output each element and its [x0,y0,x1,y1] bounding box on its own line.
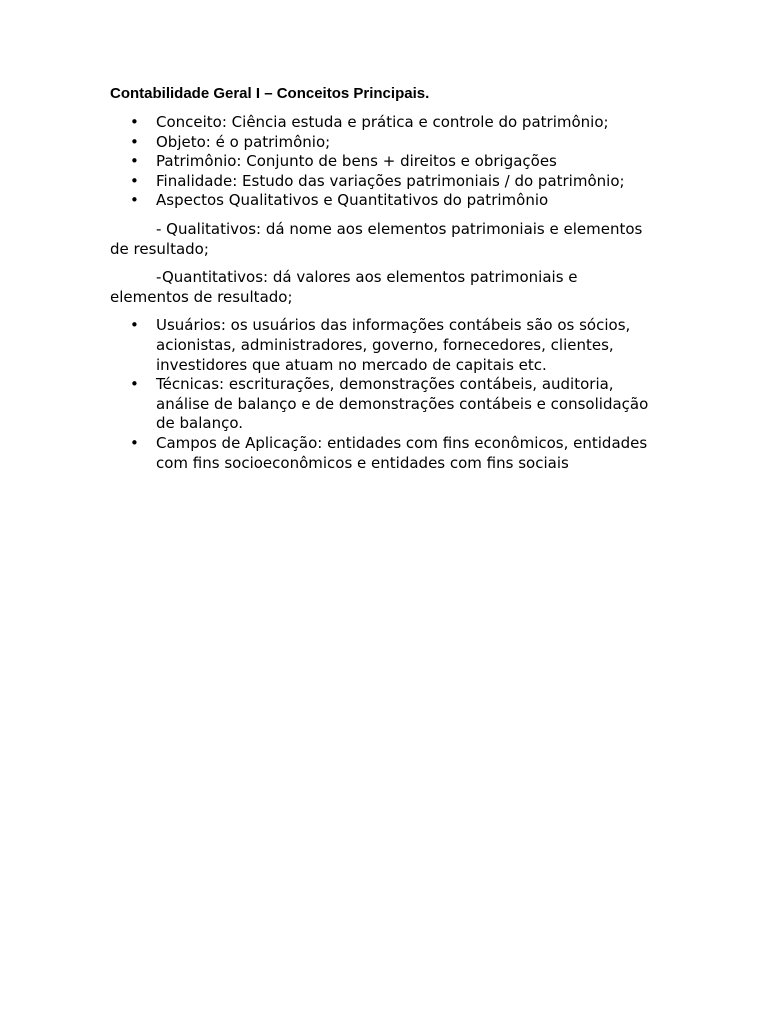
paragraph-quantitativos: -Quantitativos: dá valores aos elementos patrimoniais e elementos de resultado; [110,268,578,306]
bullet-icon: • [130,191,139,210]
bullet-icon: • [130,316,139,335]
list-item-text: Usuários: os usuários das informações contábeis são os sócios, acionistas, administradores, governo, fornecedores, clientes, investidores que atuam no mercado de capitais etc. [156,316,631,374]
list-item [110,152,658,172]
list-item [110,113,658,133]
bullet-icon: • [130,113,139,131]
bullet-icon: • [130,171,139,190]
bullet-icon: • [130,152,139,171]
applications-list [110,316,658,473]
document-title: Contabilidade Geral I – Conceitos Principais. [110,85,430,102]
list-item [110,191,658,211]
bullet-icon: • [130,433,139,452]
list-item [110,133,658,153]
paragraph-qualitativos: - Qualitativos: dá nome aos elementos patrimoniais e elementos de resultado; [110,219,643,258]
list-item [110,375,658,434]
list-item [110,316,658,375]
list-item-text: Finalidade: Estudo das variações patrimoniais / do patrimônio; [156,171,625,190]
list-item-text: Conceito: Ciência estuda e prática e controle do patrimônio; [156,113,609,131]
list-item-text: Aspectos Qualitativos e Quantitativos do patrimônio [156,191,549,210]
concepts-list [110,113,658,211]
bullet-icon: • [130,375,139,394]
list-item [110,434,658,473]
list-item-text: Objeto: é o patrimônio; [156,132,331,151]
list-item [110,172,658,192]
list-item-text: Patrimônio: Conjunto de bens + direitos e obrigações [156,152,557,171]
list-item-text: Campos de Aplicação: entidades com fins econômicos, entidades com fins socioeconômicos e entidades com fins sociais [156,433,648,472]
list-item-text: Técnicas: escriturações, demonstrações contábeis, auditoria, análise de balanço e de demonstrações contábeis e consolidação de balanço. [156,375,649,433]
bullet-icon: • [130,132,139,151]
